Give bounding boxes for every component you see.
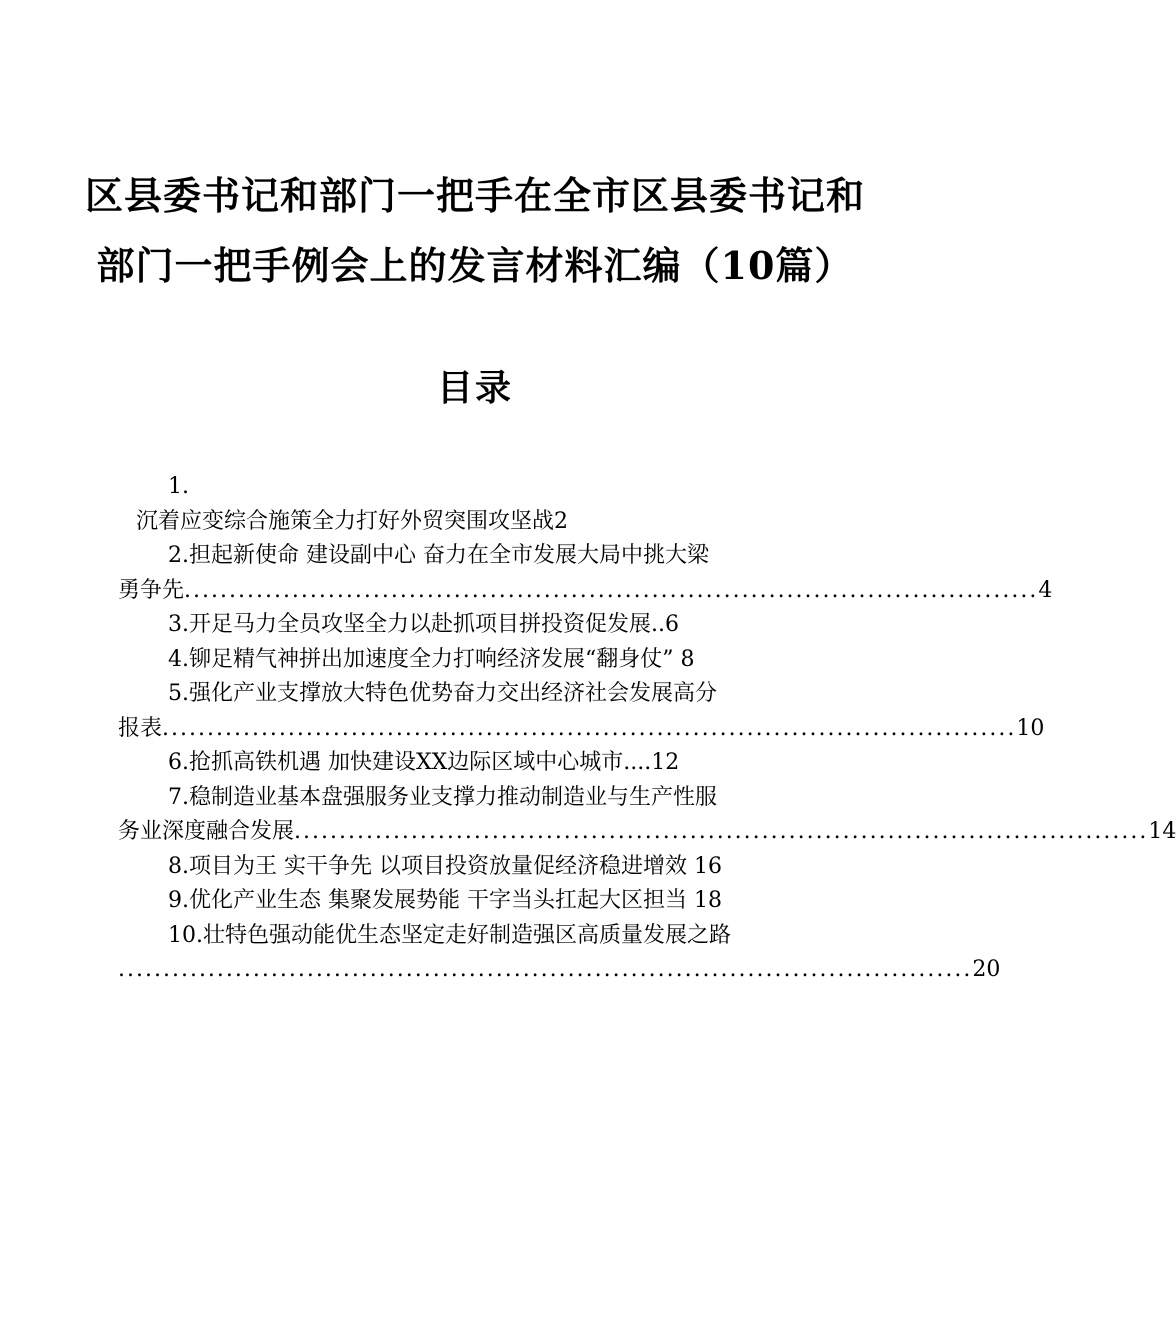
- leader-dots: ...............................................................................................: [294, 819, 1149, 844]
- toc-entry-7-continuation[interactable]: [118, 815, 1176, 850]
- toc-entry-6[interactable]: 6.抢抓高铁机遇 加快建设XX边际区域中心城市....12: [168, 750, 680, 775]
- toc-entry-4[interactable]: 4.铆足精气神拼出加速度全力打响经济发展“翻身仗” 8: [168, 646, 695, 672]
- toc-entry-1[interactable]: 沉着应变综合施策全力打好外贸突围攻坚战2: [136, 508, 568, 534]
- toc-entry-1-number[interactable]: 1.: [168, 474, 189, 499]
- document-title-line-1: 区县委书记和部门一把手在全市区县委书记和: [84, 173, 865, 218]
- leader-dots: ...............................................................................................: [118, 957, 973, 982]
- toc-entry-9[interactable]: 9.优化产业生态 集聚发展势能 干字当头扛起大区担当 18: [168, 888, 722, 913]
- toc-entry-2-continuation[interactable]: [118, 574, 1053, 609]
- leader-dots: ...............................................................................................: [184, 577, 1039, 603]
- toc-entry-2-page: 4: [1038, 577, 1053, 603]
- toc-entry-7-tail: 务业深度融合发展: [118, 819, 295, 844]
- toc-entry-3[interactable]: 3.开足马力全员攻坚全力以赴抓项目拼投资促发展..6: [168, 612, 679, 637]
- toc-entry-2-tail: 勇争先: [118, 577, 185, 603]
- toc-entry-7-page: 14: [1148, 819, 1176, 844]
- toc-heading: 目录: [436, 367, 513, 409]
- toc-entry-7[interactable]: 7.稳制造业基本盘强服务业支撑力推动制造业与生产性服: [168, 784, 717, 810]
- toc-entry-5[interactable]: 5.强化产业支撑放大特色优势奋力交出经济社会发展高分: [168, 681, 717, 706]
- toc-entry-10-page: 20: [972, 957, 1001, 982]
- toc-entry-5-tail: 报表: [118, 715, 163, 741]
- toc-entry-10[interactable]: 10.壮特色强动能优生态坚定走好制造强区高质量发展之路: [168, 922, 731, 948]
- table-of-contents: [118, 470, 1176, 988]
- toc-entry-2[interactable]: 2.担起新使命 建设副中心 奋力在全市发展大局中挑大梁: [168, 543, 709, 568]
- leader-dots: ...............................................................................................: [162, 715, 1017, 741]
- toc-entry-8[interactable]: 8.项目为王 实干争先 以项目投资放量促经济稳进增效 16: [168, 853, 722, 879]
- document-title-line-2: 部门一把手例会上的发言材料汇编（10篇）: [96, 243, 854, 288]
- toc-entry-5-continuation[interactable]: [118, 712, 1045, 747]
- toc-entry-5-page: 10: [1016, 715, 1045, 741]
- toc-entry-10-continuation[interactable]: [118, 953, 1001, 988]
